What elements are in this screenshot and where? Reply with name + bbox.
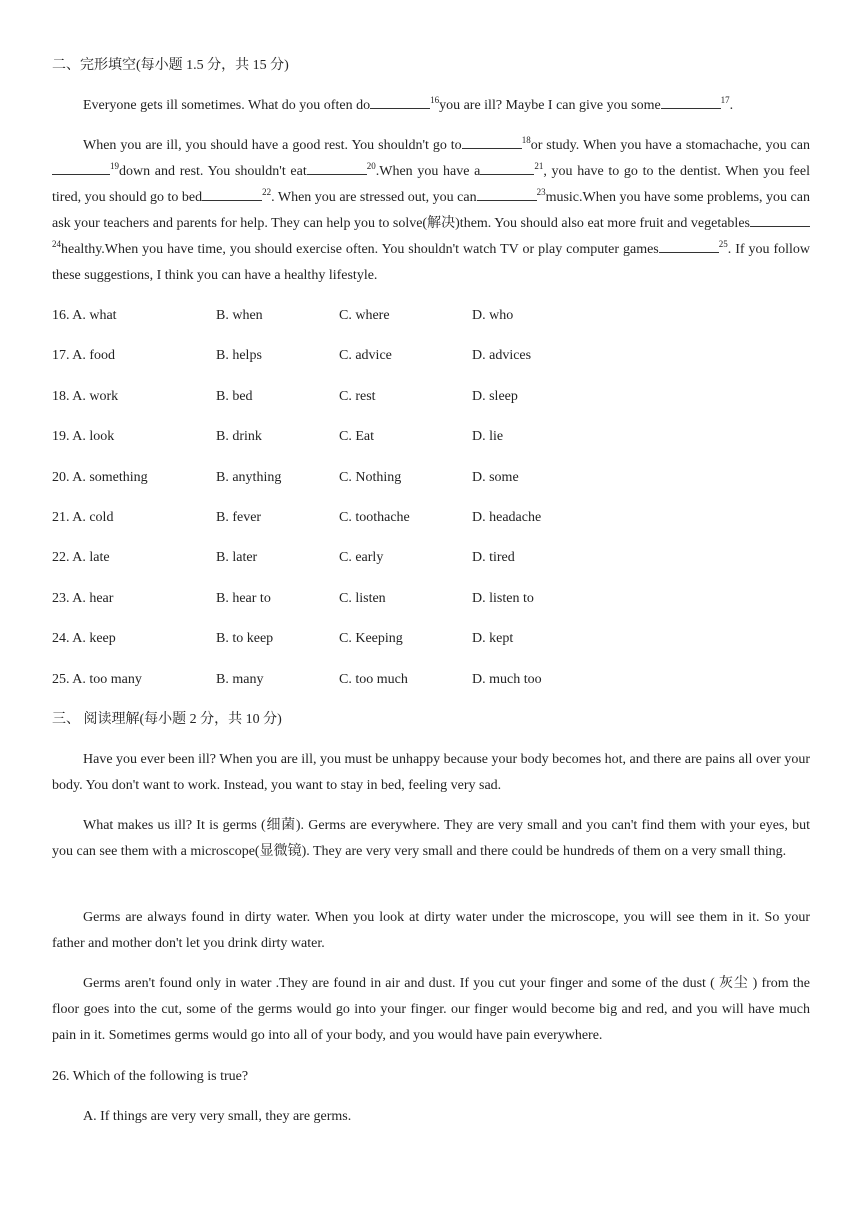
option-d: D. sleep (472, 389, 518, 404)
option-c: C. too much (339, 672, 408, 687)
option-b: B. anything (216, 470, 282, 485)
option-d: D. kept (472, 631, 514, 646)
section-2-heading: 二、完形填空(每小题 1.5 分，共 15 分) (52, 58, 289, 73)
question-16 (52, 306, 752, 326)
option-c: C. listen (339, 591, 386, 606)
section-3-heading: 三、 阅读理解(每小题 2 分，共 10 分) (52, 712, 282, 727)
blank-16 (370, 94, 430, 109)
blank-23 (477, 186, 537, 201)
option-a: 21. A. cold (52, 510, 114, 525)
option-c: C. Eat (339, 429, 374, 444)
blank-17 (661, 94, 721, 109)
option-a: 24. A. keep (52, 631, 116, 646)
question-20 (52, 468, 752, 488)
option-a: 22. A. late (52, 550, 110, 565)
option-b: B. to keep (216, 631, 274, 646)
option-d: D. who (472, 308, 514, 323)
blank-21 (480, 160, 534, 175)
reading-paragraph-4: Germs aren't found only in water .They are found in air and dust. If you cut your finger and some of the dust ( 灰尘 ) from the floor goes into the cut, some of the germs would go into your finger. our finger would become big and red, and you will have much pain in it. Sometimes germs would go into all of your body, and you would have pain everywhere. (52, 976, 810, 1043)
option-b: B. later (216, 550, 258, 565)
option-b: B. helps (216, 348, 262, 363)
option-c: C. where (339, 308, 390, 323)
question-24 (52, 629, 752, 649)
option-a: 19. A. look (52, 429, 115, 444)
option-b: B. many (216, 672, 264, 687)
option-d: D. headache (472, 510, 542, 525)
blank-25 (659, 238, 719, 253)
option-d: D. lie (472, 429, 504, 444)
option-c: C. rest (339, 389, 376, 404)
option-b: B. when (216, 308, 263, 323)
question-18 (52, 387, 752, 407)
question-25 (52, 670, 752, 690)
blank-20 (307, 160, 367, 175)
option-a: 17. A. food (52, 348, 115, 363)
option-a: 18. A. work (52, 389, 119, 404)
option-a: 23. A. hear (52, 591, 114, 606)
question-23 (52, 589, 752, 609)
option-b: B. bed (216, 389, 253, 404)
question-17 (52, 346, 752, 366)
option-d: D. tired (472, 550, 515, 565)
option-a: 25. A. too many (52, 672, 142, 687)
option-d: D. much too (472, 672, 542, 687)
option-a: 20. A. something (52, 470, 148, 485)
blank-24 (750, 212, 810, 227)
option-b: B. drink (216, 429, 262, 444)
cloze-paragraph-1: Everyone gets ill sometimes. What do you often do $^{16}$you are ill? Maybe I can give you some $^{17}$. (83, 95, 734, 113)
reading-paragraph-1: Have you ever been ill? When you are ill, you must be unhappy because your body becomes hot, and there are pains all over your body. You don't want to work. Instead, you want to stay in bed, feeling very sad. (52, 752, 810, 793)
question-26: 26. Which of the following is true? (52, 1069, 249, 1084)
option-b: B. fever (216, 510, 262, 525)
blank-22 (202, 186, 262, 201)
reading-paragraph-3: Germs are always found in dirty water. When you look at dirty water under the microscope, you will see them in it. So your father and mother don't let you drink dirty water. (52, 910, 810, 951)
reading-paragraph-2: What makes us ill? It is germs (细菌). Germs are everywhere. They are very small and you can't find them with your eyes, but you can see them with a microscope(显微镜). They are very very small and there could be hundreds of them on a very small thing. (52, 818, 810, 859)
blank-18 (462, 134, 522, 149)
option-c: C. Nothing (339, 470, 402, 485)
cloze-paragraph-2: When you are ill, you should have a good rest. You shouldn't go to $^{18}$or study. When you have a stomachache, you can$^{19}$down and rest. You shouldn't eat $^{20}$.When you have a $^{21}$, you have to go to the dentist. When you feel tired, you should go to bed $^{22}$. When you are stressed out, you can $^{23}$music.When you have some problems, you can ask your teachers and parents for help. They can help you to solve(解决)them. You should also eat more fruit and vegetables$^{24}$healthy.When you have time, you should exercise often. You shouldn't watch TV or play computer games $^{25}$. If you follow these suggestions, I think you can have a healthy lifestyle. (52, 135, 811, 283)
option-d: D. advices (472, 348, 532, 363)
option-c: C. Keeping (339, 631, 403, 646)
option-b: B. hear to (216, 591, 271, 606)
question-21 (52, 508, 752, 528)
question-19 (52, 427, 752, 447)
option-c: C. early (339, 550, 384, 565)
option-d: D. listen to (472, 591, 534, 606)
question-26-option-a: A. If things are very very small, they are germs. (83, 1109, 352, 1124)
question-22 (52, 548, 752, 568)
blank-19 (52, 160, 110, 175)
option-c: C. advice (339, 348, 392, 363)
option-c: C. toothache (339, 510, 410, 525)
option-d: D. some (472, 470, 519, 485)
option-a: 16. A. what (52, 308, 117, 323)
